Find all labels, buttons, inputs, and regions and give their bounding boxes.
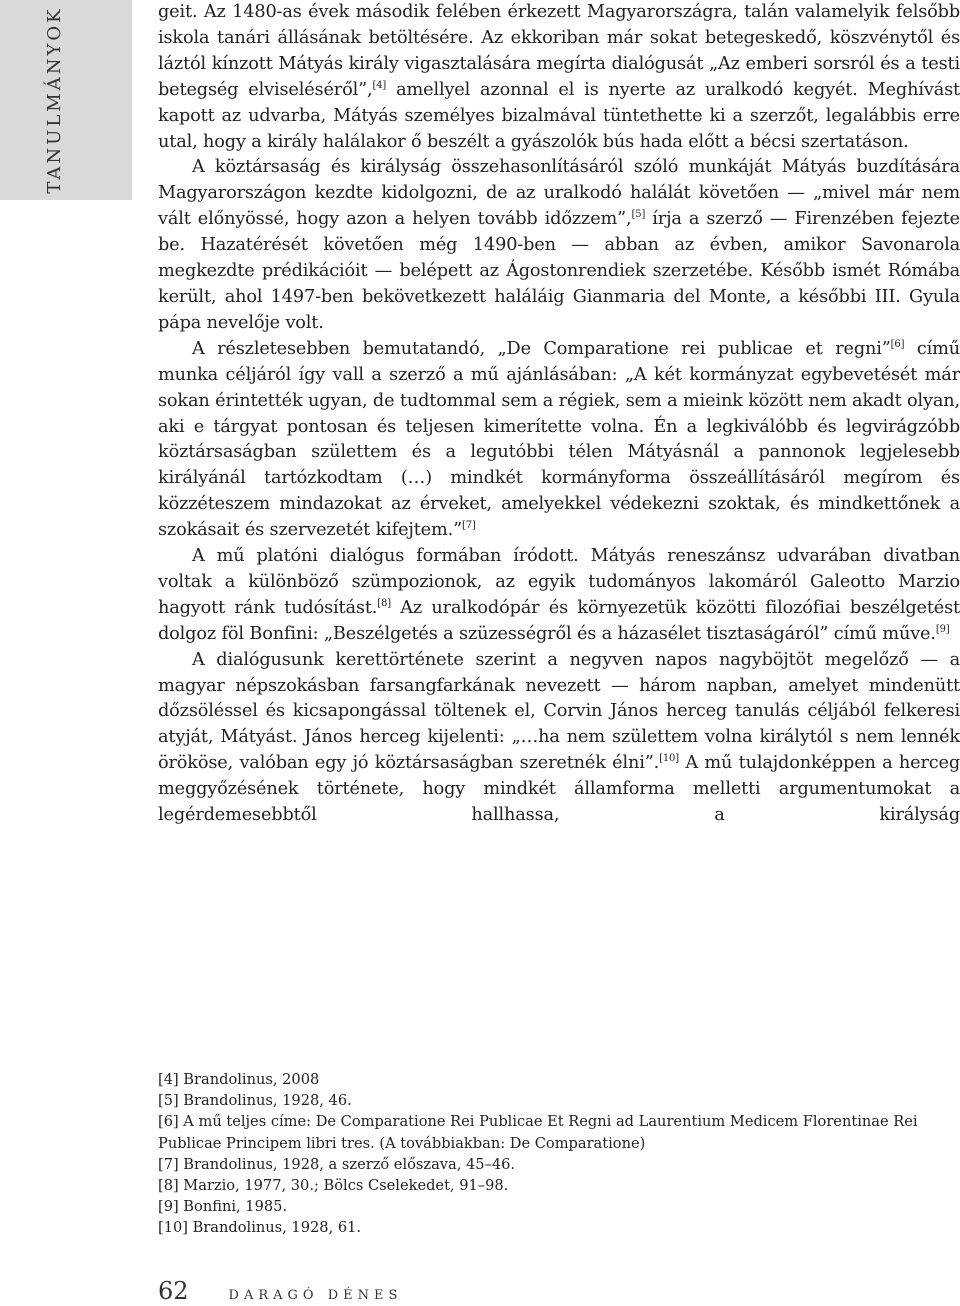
paragraph bbox=[158, 0, 960, 155]
body-text bbox=[158, 0, 960, 829]
paragraph bbox=[158, 155, 960, 336]
footnote: [4] Brandolinus, 2008 bbox=[158, 1071, 320, 1088]
paragraph-text: A részletesebben bemutatandó, „De Comparatione rei publicae et regni” bbox=[192, 338, 891, 359]
footnote: [6] A mű teljes címe: De Comparatione Rei Publicae Et Regni ad Laurentium Medicem Florentinae Rei Publicae Principem libri tres. (A továbbiakban: De Comparatione) bbox=[158, 1113, 918, 1152]
footnote-reference: [10] bbox=[659, 753, 680, 765]
author-name: DARAGÓ DÉNES bbox=[228, 1288, 403, 1303]
page-number: 62 bbox=[158, 1277, 189, 1305]
footnote-reference: [8] bbox=[377, 597, 391, 609]
paragraph bbox=[158, 337, 960, 544]
paragraph-text: című munka céljáról így vall a szerző a mű ajánlásában: „A két kormányzat egybevetését már sokan érintették ugyan, de tudtommal sem a régiek, sem a mieink között nem akadt olyan, aki e tárgyat pontosan és teljesen kimerítette volna. Én a legkiválóbb és legvirágzóbb köztársaságban születtem és a legutóbbi télen Mátyásnál a pannonok legjelesebb királyánál tartózkodtam (…) mindkét kormányforma összeállításáról megírom és közzéteszem mindazokat az érveket, amelyekkel védekezni szoktak, és mindkettőnek a szokásait és szervezetét kifejtem.” bbox=[158, 338, 960, 541]
section-label: TANULMÁNYOK bbox=[44, 6, 65, 194]
footnote: [8] Marzio, 1977, 30.; Bölcs Cselekedet, 91–98. bbox=[158, 1177, 509, 1195]
footnote-reference: [7] bbox=[462, 520, 476, 532]
paragraph-text: Az uralkodópár és környezetük közötti filozófiai beszélgetést dolgoz föl Bonfini: „Beszélgetés a szüzességről és a házasélet tisztaságáról” című műve. bbox=[158, 597, 960, 644]
paragraph-text: geit. Az 1480-as évek második felében érkezett Magyarországra, talán valamelyik felsőbb iskola tanári állásának betöltésére. Az ekkoriban már sokat betegeskedő, köszvénytől és láztól kínzott Mátyás király vigasztalására megírta dialógusát „Az emberi sorsról és a testi betegség elviseléséről”, bbox=[158, 2, 960, 100]
paragraph-text: A köztársaság és királyság összehasonlításáról szóló munkáját Mátyás buzdítására Magyarországon kezdte kidolgozni, de az uralkodó halálát követően — „mivel már nem vált előnyössé, hogy azon a helyen tovább időzzem”, bbox=[158, 157, 960, 230]
paragraph bbox=[158, 544, 960, 648]
footnote: [10] Brandolinus, 1928, 61. bbox=[158, 1219, 362, 1237]
paragraph-text: A mű platóni dialógus formában íródott. Mátyás reneszánsz udvarában divatban voltak a különböző szümpozionok, az egyik tudományos lakomáról Galeotto Marzio hagyott ránk tudósítást. bbox=[158, 546, 960, 618]
footnote: [7] Brandolinus, 1928, a szerző előszava, 45–46. bbox=[158, 1155, 516, 1173]
paragraph-text: amellyel azonnal el is nyerte az uralkodó kegyét. Meghívást kapott az udvarba, Mátyás személyes bizalmával tüntethette ki a szerzőt, legalábbis erre utal, hogy a király halálakor ő beszélt a gyászolók bús hada előtt a bécsi szertatáson. bbox=[158, 79, 960, 152]
footnote: [5] Brandolinus, 1928, 46. bbox=[158, 1092, 352, 1110]
section-tab bbox=[0, 0, 132, 200]
paragraph-text: A mű tulajdonképpen a herceg meggyőzésének története, hogy mindkét államforma melletti argumentumokat a legérdemesebbtől hallhassa, a királyság bbox=[158, 753, 960, 826]
footnotes bbox=[158, 1069, 960, 1239]
footnote-reference: [9] bbox=[935, 623, 950, 635]
paragraph-text: A dialógusunk kerettörténete szerint a negyven napos nagyböjtöt megelőző — a magyar népszokásban farsangfarkának nevezett — három napban, amelyet mindenütt dőzsöléssel és kicsapongással töltenek el, Corvin János herceg tanulás céljából felkeresi atyját, Mátyást. János herceg kijelenti: „…ha nem születtem volna királytól s nem lennék örököse, valóban egy jó köztársaságban szeretnék élni”. bbox=[158, 649, 960, 774]
paragraph-text: írja a szerző — Firenzében fejezte be. Hazatérését követően még 1490-ben — abban az évben, amikor Savonarola megkezdte prédikációit — belépett az Ágostonrendiek szerzetébe. Később ismét Rómába került, ahol 1497-ben bekövetkezett haláláig Gianmaria del Monte, a későbbi III. Gyula pápa nevelője volt. bbox=[158, 209, 960, 333]
footnote-reference: [5] bbox=[631, 209, 646, 221]
footnote-reference: [4] bbox=[372, 79, 387, 91]
paragraph bbox=[158, 648, 960, 829]
footnote: [9] Bonfini, 1985. bbox=[158, 1198, 288, 1216]
footnote-reference: [6] bbox=[890, 338, 905, 350]
